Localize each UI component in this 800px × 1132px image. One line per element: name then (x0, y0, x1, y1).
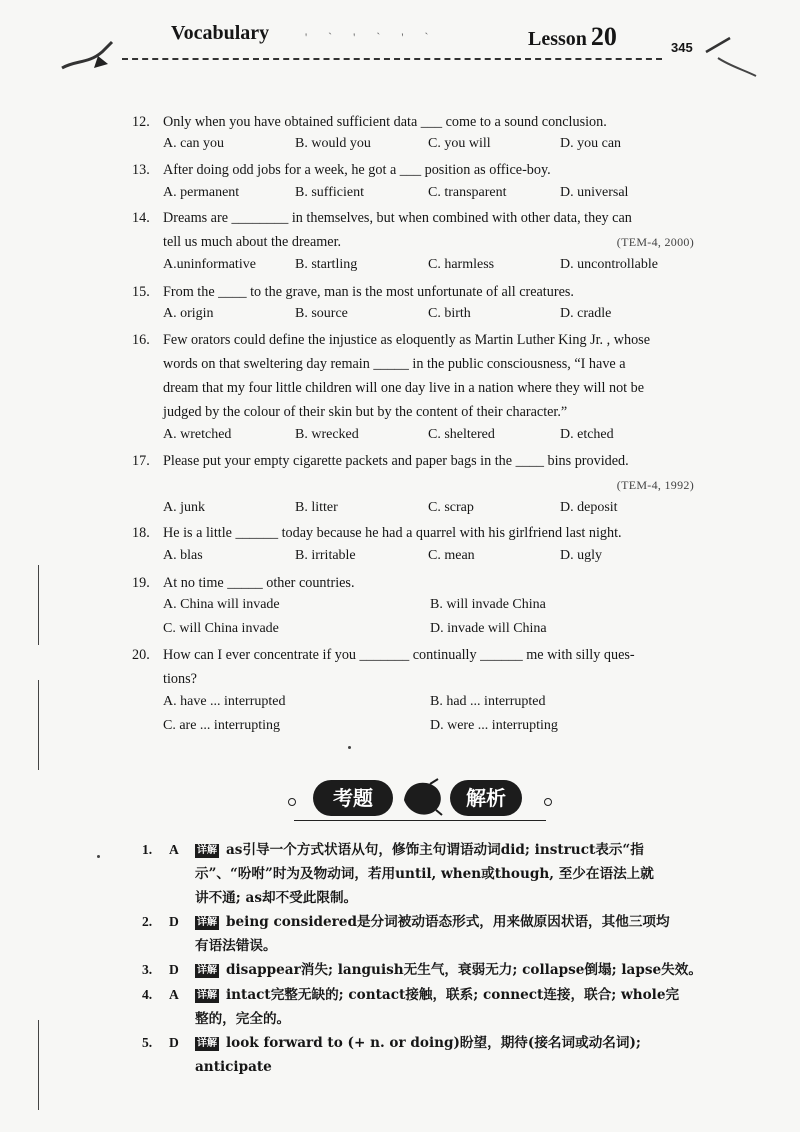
options-18 (163, 548, 703, 570)
option-b: B. wrecked (295, 427, 359, 442)
explanation-tag: 详解 (197, 917, 217, 928)
option-c: C. are ... interrupting (163, 718, 281, 733)
option-a: A.uninformative (163, 257, 256, 272)
scan-margin-mark (38, 565, 39, 645)
scan-margin-mark (38, 1020, 39, 1110)
option-a: A. origin (163, 306, 214, 321)
option-a: A. can you (163, 136, 225, 151)
banner-dot (288, 798, 296, 806)
options-19-row1 (163, 597, 703, 619)
option-d: D. uncontrollable (560, 257, 658, 272)
lesson-number: 20 (590, 22, 617, 51)
question-stem: Dreams are ________ in themselves, but when combined with other data, they can (163, 210, 632, 226)
question-stem: How can I ever concentrate if you _______ continually ______ me with silly ques- (163, 647, 635, 663)
question-stem: After doing odd jobs for a week, he got a ___ position as office-boy. (163, 162, 551, 178)
answer-number: 4. (142, 987, 153, 1002)
scan-margin-mark (38, 680, 39, 770)
question-stem-continued: words on that sweltering day remain _____ in the public consciousness, “I have a (163, 356, 626, 372)
explanation-text: being considered是分词被动语态形式，用来做原因状语，其他三项均 (226, 914, 670, 930)
answer-number: 3. (142, 962, 153, 977)
question-number: 19. (132, 575, 150, 591)
question-stem: He is a little ______ today because he had a quarrel with his girlfriend last night. (163, 525, 622, 541)
option-a: A. wretched (163, 427, 232, 442)
option-b: B. startling (295, 257, 358, 272)
option-c: C. birth (428, 306, 471, 321)
question-number: 15. (132, 284, 150, 300)
header-decoration: ' ` ' ` ' ` (305, 30, 438, 44)
question-17 (132, 449, 694, 497)
option-c: C. transparent (428, 185, 507, 200)
question-number: 12. (132, 114, 150, 130)
option-d: D. were ... interrupting (430, 718, 558, 733)
banner-label-left: 考题 (313, 780, 393, 816)
question-number: 17. (132, 453, 150, 469)
option-c: C. sheltered (428, 427, 495, 442)
question-18 (132, 521, 694, 545)
question-number: 13. (132, 162, 150, 178)
explanation-text: look forward to (+ n. or doing)盼望，期待(接名词或动名词); anticipate (195, 1035, 641, 1075)
banner-underline (294, 820, 546, 821)
option-d: D. deposit (560, 500, 618, 515)
header-dashed-rule (122, 58, 662, 60)
option-b: B. will invade China (430, 597, 546, 612)
question-stem: Few orators could define the injustice as eloquently as Martin Luther King Jr. , whose (163, 332, 650, 348)
option-a: A. blas (163, 548, 203, 563)
option-b: B. sufficient (295, 185, 364, 200)
explanation-text: 示”、“吩咐”时为及物动词，若用until, when或though, 至少在语法上就 (195, 866, 654, 882)
answer-key: D (169, 1035, 179, 1050)
explanation-text: 整的，完全的。 (195, 1011, 291, 1027)
option-c: C. mean (428, 548, 475, 563)
question-stem: Please put your empty cigarette packets and paper bags in the ____ bins provided. (163, 453, 629, 469)
question-13 (132, 158, 694, 182)
explanation-tag: 详解 (197, 965, 217, 976)
question-stem: At no time _____ other countries. (163, 575, 355, 591)
scan-speck (97, 855, 100, 858)
answer-1 (142, 838, 702, 910)
option-d: D. invade will China (430, 621, 547, 636)
page-number: 345 (671, 40, 693, 55)
question-source: (TEM-4, 1992) (616, 478, 694, 492)
option-c: C. you will (428, 136, 491, 151)
explanation-text: 讲不通; as却不受此限制。 (195, 890, 358, 906)
answer-key: A (169, 987, 179, 1002)
explanation-tag: 详解 (197, 1038, 217, 1049)
option-b: B. litter (295, 500, 338, 515)
options-12 (163, 136, 703, 158)
option-c: C. scrap (428, 500, 474, 515)
running-head-title: Vocabulary (171, 22, 270, 44)
answer-key: D (169, 962, 179, 977)
question-14 (132, 206, 694, 254)
pen-decoration-left (58, 34, 118, 74)
option-c: C. will China invade (163, 621, 279, 636)
question-16 (132, 328, 694, 424)
explanation-tag: 详解 (197, 845, 217, 856)
option-a: A. China will invade (163, 597, 280, 612)
option-a: A. have ... interrupted (163, 694, 286, 709)
question-stem-continued: tell us much about the dreamer. (163, 234, 342, 250)
question-number: 16. (132, 332, 150, 348)
options-16 (163, 427, 703, 449)
option-c: C. harmless (428, 257, 495, 272)
question-number: 18. (132, 525, 150, 541)
answer-key: D (169, 914, 179, 929)
question-stem-continued: dream that my four little children will one day live in a nation where they will not be (163, 380, 645, 396)
option-b: B. would you (295, 136, 371, 151)
question-12 (132, 110, 694, 134)
options-15 (163, 306, 703, 328)
answer-number: 2. (142, 914, 153, 929)
explanation-tag: 详解 (197, 990, 217, 1001)
explanation-text: disappear消失; languish无生气，衰弱无力; collapse倒塌; lapse失效。 (226, 962, 702, 978)
option-d: D. ugly (560, 548, 602, 563)
question-stem: From the ____ to the grave, man is the most unfortunate of all creatures. (163, 284, 574, 300)
answer-number: 5. (142, 1035, 153, 1050)
answer-5 (142, 1031, 702, 1079)
option-d: D. etched (560, 427, 614, 442)
lesson-label: Lesson (528, 28, 587, 50)
options-17 (163, 500, 703, 522)
question-stem: Only when you have obtained sufficient data ___ come to a sound conclusion. (163, 114, 607, 130)
option-b: B. irritable (295, 548, 356, 563)
scan-speck (348, 746, 351, 749)
explanation-text: intact完整无缺的; contact接触，联系; connect连接，联合; whole完 (226, 987, 680, 1003)
answer-3 (142, 958, 702, 982)
option-b: B. had ... interrupted (430, 694, 546, 709)
option-d: D. universal (560, 185, 629, 200)
options-20-row2 (163, 718, 703, 740)
pen-decoration-right (700, 30, 760, 80)
option-a: A. permanent (163, 185, 240, 200)
option-d: D. cradle (560, 306, 612, 321)
explanation-text: 有语法错误。 (195, 938, 277, 954)
question-15 (132, 280, 694, 304)
question-source: (TEM-4, 2000) (616, 235, 694, 249)
question-19 (132, 571, 694, 595)
option-a: A. junk (163, 500, 205, 515)
lesson-heading (528, 22, 617, 52)
answer-2 (142, 910, 702, 958)
ink-blot-icon (400, 778, 444, 818)
question-number: 14. (132, 210, 150, 226)
answer-number: 1. (142, 842, 153, 857)
answer-4 (142, 983, 702, 1031)
options-19-row2 (163, 621, 703, 643)
banner-dot (544, 798, 552, 806)
options-14 (163, 257, 703, 279)
question-stem-continued: tions? (163, 671, 197, 687)
option-d: D. you can (560, 136, 622, 151)
explanation-text: as引导一个方式状语从句，修饰主句谓语动词did; instruct表示“指 (226, 842, 644, 858)
options-13 (163, 185, 703, 207)
options-20-row1 (163, 694, 703, 716)
option-b: B. source (295, 306, 348, 321)
question-20 (132, 643, 694, 691)
question-number: 20. (132, 647, 150, 663)
answer-key: A (169, 842, 179, 857)
answer-section-banner (288, 776, 552, 834)
question-stem-continued: judged by the colour of their skin but by the content of their character.” (163, 404, 568, 420)
banner-label-right: 解析 (450, 780, 522, 816)
